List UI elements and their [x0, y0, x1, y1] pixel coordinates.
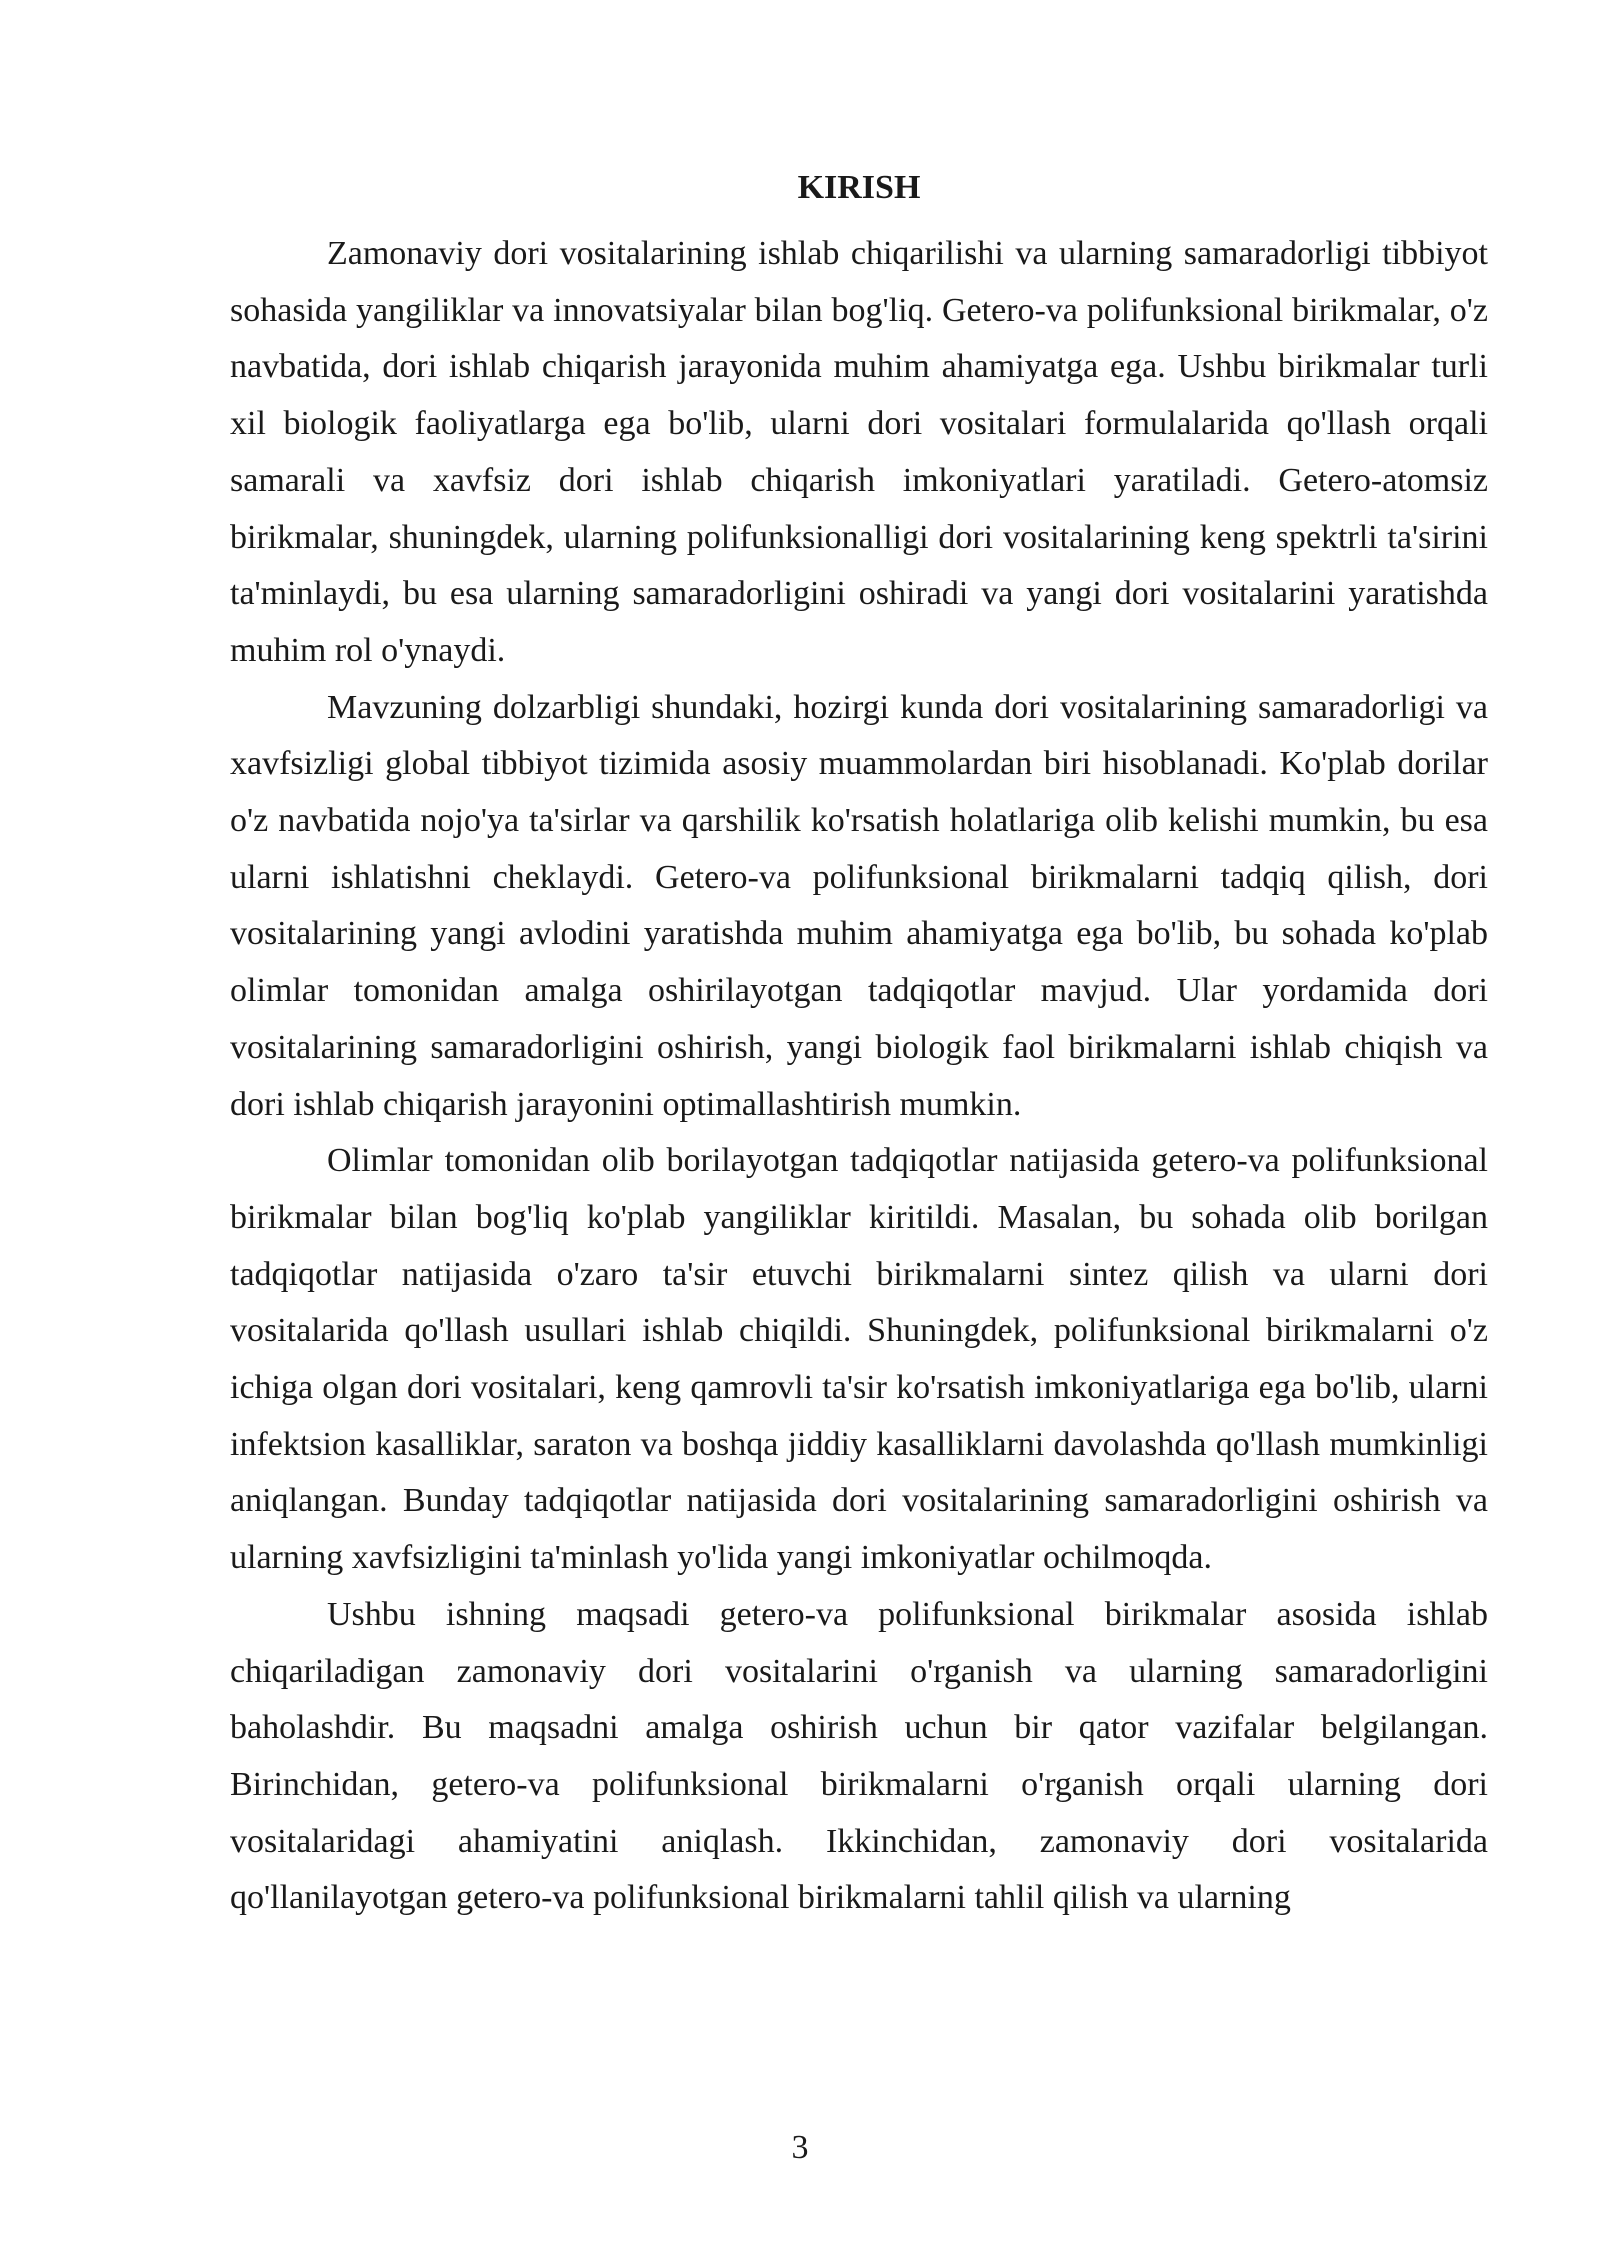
paragraph-objective: Ushbu ishning maqsadi getero-va polifunksional birikmalar asosida ishlab chiqariladigan zamonaviy dori vositalarini o'rganish va ularning samaradorligini baholashdir. Bu maqsadni amalga oshirish uchun bir qator vazifalar belgilangan. Birinchidan, getero-va polifunksional birikmalarni o'rganish orqali ularning dori vositalaridagi ahamiyatini aniqlash. Ikkinchidan, zamonaviy dori vositalarida qo'llanilayotgan getero-va polifunksional birikmalarni tahlil qilish va ularning: [230, 1595, 1488, 1917]
page-content: [230, 160, 1488, 1927]
section-heading: KIRISH: [797, 169, 921, 206]
paragraph-intro: Zamonaviy dori vositalarining ishlab chiqarilishi va ularning samaradorligi tibbiyot sohasida yangiliklar va innovatsiyalar bilan bog'liq. Getero-va polifunksional birikmalar, o'z navbatida, dori ishlab chiqarish jarayonida muhim ahamiyatga ega. Ushbu birikmalar turli xil biologik faoliyatlarga ega bo'lib, ularni dori vositalari formulalarida qo'llash orqali samarali va xavfsiz dori ishlab chiqarish imkoniyatlari yaratiladi. Getero-atomsiz birikmalar, shuningdek, ularning polifunksionalligi dori vositalarining keng spektrli ta'sirini ta'minlaydi, bu esa ularning samaradorligini oshiradi va yangi dori vositalarini yaratishda muhim rol o'ynaydi.: [230, 235, 1488, 669]
page-number: 3: [791, 2129, 809, 2166]
paragraph-relevance: Mavzuning dolzarbligi shundaki, hozirgi kunda dori vositalarining samaradorligi va xavfsizligi global tibbiyot tizimida asosiy muammolardan biri hisoblanadi. Ko'plab dorilar o'z navbatida nojo'ya ta'sirlar va qarshilik ko'rsatish holatlariga olib kelishi mumkin, bu esa ularni ishlatishni cheklaydi. Getero-va polifunksional birikmalarni tadqiq qilish, dori vositalarining yangi avlodini yaratishda muhim ahamiyatga ega bo'lib, bu sohada ko'plab olimlar tomonidan amalga oshirilayotgan tadqiqotlar mavjud. Ular yordamida dori vositalarining samaradorligini oshirish, yangi biologik faol birikmalarni ishlab chiqish va dori ishlab chiqarish jarayonini optimallashtirish mumkin.: [230, 688, 1488, 1123]
paragraph-research: Olimlar tomonidan olib borilayotgan tadqiqotlar natijasida getero-va polifunksional birikmalar bilan bog'liq ko'plab yangiliklar kiritildi. Masalan, bu sohada olib borilgan tadqiqotlar natijasida o'zaro ta'sir etuvchi birikmalarni sintez qilish va ularni dori vositalarida qo'llash usullari ishlab chiqildi. Shuningdek, polifunksional birikmalarni o'z ichiga olgan dori vositalari, keng qamrovli ta'sir ko'rsatish imkoniyatlariga ega bo'lib, ularni infektsion kasalliklar, saraton va boshqa jiddiy kasalliklarni davolashda qo'llash mumkinligi aniqlangan. Bunday tadqiqotlar natijasida dori vositalarining samaradorligini oshirish va ularning xavfsizligini ta'minlash yo'lida yangi imkoniyatlar ochilmoqda.: [230, 1142, 1488, 1577]
